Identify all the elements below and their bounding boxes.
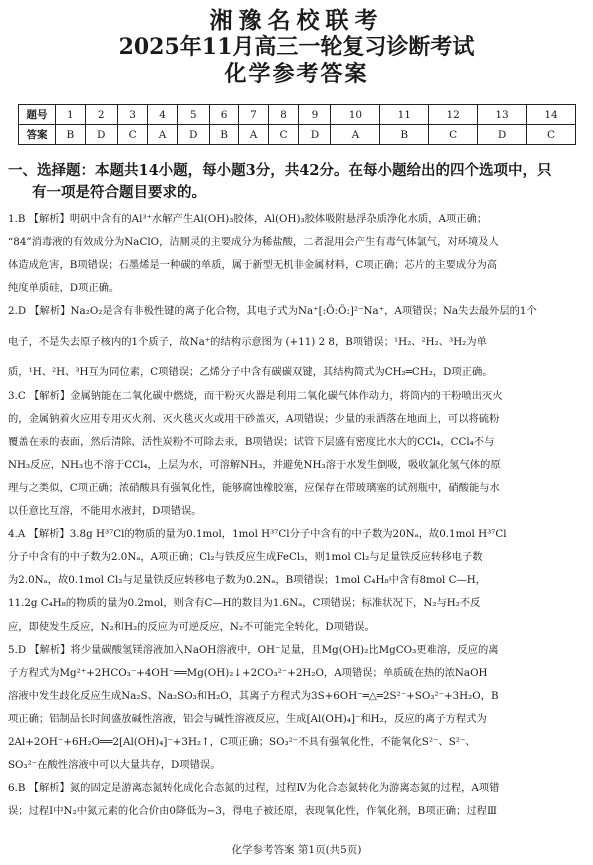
exam-title: 2025年11月高三一轮复习诊断考试 [118, 34, 475, 60]
explanation-line: 6.B 【解析】氮的固定是游离态氮转化成化合态氮的过程，过程Ⅳ为化合态氮转化为游离态氮的过程，A项错 [8, 782, 500, 795]
explanation-line: “84”消毒液的有效成分为NaClO，洁厕灵的主要成分为稀盐酸，二者混用会产生有毒气体氯气，对环境及人 [8, 236, 499, 249]
explanations [8, 208, 583, 823]
doc-title: 化学参考答案 [224, 61, 369, 87]
answer-table [18, 104, 576, 145]
explanation-line: SO₃²⁻在酸性溶液中可以大量共存，D项错误。 [8, 759, 221, 772]
exam-organizer: 湘豫名校联考 [209, 7, 384, 34]
number-cell: 9 [299, 105, 331, 125]
explanation-line: 2.D 【解析】Na₂O₂是含有非极性键的离子化合物，其电子式为Na⁺[:Ö:Ö:]²⁻Na⁺，A项错误；Na失去最外层的1个 [8, 305, 537, 318]
explanation-item [8, 777, 583, 823]
answer-cell: A [239, 125, 268, 145]
number-cell: 5 [177, 105, 209, 125]
answer-cell: B [56, 125, 86, 145]
explanation-line: 误；过程Ⅰ中N₂中氮元素的化合价由0降低为−3，得电子被还原，表现氧化性，作氧化剂，B项正确；过程Ⅲ [8, 805, 497, 818]
title-block [0, 0, 593, 88]
number-cell: 8 [268, 105, 299, 125]
section-heading-line: 一、选择题：本题共14小题，每小题3分，共42分。在每小题给出的四个选项中，只 [8, 162, 552, 179]
explanation-line: 的，金属钠着火应用专用灭火剂、灭火毯灭火或用干砂盖灭，A项错误；少量的汞洒落在地面上，可以将硫粉 [8, 412, 500, 425]
answer-cell: C [268, 125, 299, 145]
explanation-line: 溶液中发生歧化反应生成Na₂S、Na₂SO₃和H₂O，其离子方程式为3S+6OH⁻═△═2S²⁻+SO₃²⁻+3H₂O，B [8, 689, 499, 702]
explanation-line: 子方程式为Mg²⁺+2HCO₃⁻+4OH⁻══Mg(OH)₂↓+2CO₃²⁻+2H₂O，A项错误；单质硫在热的浓NaOH [8, 666, 488, 679]
explanation-line: 理与之类似，C项正确；浓硝酸具有强氧化性，能够腐蚀橡胶塞，应保存在带玻璃塞的试剂瓶中，硝酸能与水 [8, 481, 500, 494]
answer-row-label: 答案 [19, 125, 56, 145]
explanation-item [8, 639, 583, 778]
explanation-item [8, 208, 583, 300]
explanation-line: 1.B 【解析】明矾中含有的Al³⁺水解产生Al(OH)₃胶体，Al(OH)₃胶体吸附悬浮杂质净化水质，A项正确； [8, 213, 488, 225]
answer-cell: C [527, 125, 576, 145]
number-cell: 13 [478, 105, 527, 125]
answer-cell: B [209, 125, 239, 145]
explanation-line: 覆盖在汞的表面，然后清除，活性炭粉不可除去汞，B项错误；试管下层盛有密度比水大的CCl₄，CCl₄不与 [8, 435, 495, 448]
page-footer: 化学参考答案 第1页(共5页) [231, 844, 362, 856]
explanation-line: 项正确；铝制品长时间盛放碱性溶液，铝会与碱性溶液反应，生成[Al(OH)₄]⁻和H₂，反应的离子方程式为 [8, 712, 487, 725]
answer-cell: D [478, 125, 527, 145]
explanation-line: 分子中含有的中子数为2.0Nₐ，A项正确；Cl₂与铁反应生成FeCl₃，则1mol Cl₂与足量铁反应转移电子数 [8, 551, 483, 564]
answer-row [19, 125, 576, 145]
answer-cell: B [380, 125, 429, 145]
explanation-line: 体造成危害，B项错误；石墨烯是一种碳的单质，属于新型无机非金属材料，C项正确；芯片的主要成分为高 [8, 259, 498, 272]
explanation-line: 5.D 【解析】将少量碳酸氢镁溶液加入NaOH溶液中，OH⁻足量，且Mg(OH)₂比MgCO₃更难溶，反应的离 [8, 643, 499, 656]
answer-cell: D [85, 125, 117, 145]
number-cell: 7 [239, 105, 268, 125]
explanation-line: 4.A 【解析】3.8g H³⁷Cl的物质的量为0.1mol，1mol H³⁷Cl分子中含有的中子数为20Nₐ，故0.1mol H³⁷Cl [8, 528, 507, 541]
number-cell: 1 [56, 105, 86, 125]
number-cell: 2 [85, 105, 117, 125]
explanation-line: 3.C 【解析】金属钠能在二氧化碳中燃烧，而干粉灭火器是利用二氧化碳气体作动力，将筒内的干粉喷出灭火 [8, 389, 503, 402]
number-cell: 12 [429, 105, 478, 125]
number-row-label: 题号 [19, 105, 56, 125]
explanation-line: 为2.0Nₐ，故0.1mol Cl₂与足量铁反应转移电子数为0.2Nₐ，B项错误；1mol C₄H₈中含有8mol C—H， [8, 574, 487, 587]
answer-cell: D [177, 125, 209, 145]
explanation-item [8, 300, 583, 384]
number-cell: 10 [331, 105, 380, 125]
explanation-line: 纯度单质硅，D项正确。 [8, 282, 120, 295]
number-cell: 11 [380, 105, 429, 125]
number-cell: 6 [209, 105, 239, 125]
answer-cell: A [331, 125, 380, 145]
explanation-line: 质，¹H、²H、³H互为同位素，C项错误；乙烯分子中含有碳碳双键，其结构简式为CH₂═CH₂，D项正确。 [8, 366, 493, 379]
explanation-line: NH₃反应，NH₃也不溶于CCl₄，上层为水，可溶解NH₃，并避免NH₃溶于水发生倒吸，吸收氯化氢气体的原 [8, 458, 501, 471]
number-cell: 4 [148, 105, 177, 125]
number-cell: 3 [117, 105, 148, 125]
answer-cell: C [117, 125, 148, 145]
explanation-line: 应，即使发生反应，N₂和H₂的反应为可逆反应，N₂不可能完全转化，D项错误。 [8, 620, 375, 633]
number-cell: 14 [527, 105, 576, 125]
explanation-line: 电子，不是失去原子核内的1个质子，故Na⁺的结构示意图为 (+11) 2 8，B项错误；¹H₂、²H₂、³H₂为单 [8, 336, 487, 349]
explanation-line: 11.2g C₄H₈的物质的量为0.2mol，则含有C—H的数目为1.6Nₐ，C项错误；标准状况下，N₂与H₂不反 [8, 597, 481, 610]
section-heading-line: 有一项是符合题目要求的。 [32, 184, 206, 201]
explanation-item [8, 385, 583, 524]
explanation-item [8, 523, 583, 638]
explanation-line: 以任意比互溶，不能用水液封，D项错误。 [8, 505, 202, 518]
answer-cell: C [429, 125, 478, 145]
explanation-line: 2Al+2OH⁻+6H₂O══2[Al(OH)₄]⁻+3H₂↑，C项正确；SO₃²⁻不具有强氧化性，不能氧化S²⁻、S²⁻、 [8, 735, 476, 748]
answer-cell: A [148, 125, 177, 145]
answer-cell: D [299, 125, 331, 145]
number-row [19, 105, 576, 125]
section-heading [8, 160, 583, 204]
